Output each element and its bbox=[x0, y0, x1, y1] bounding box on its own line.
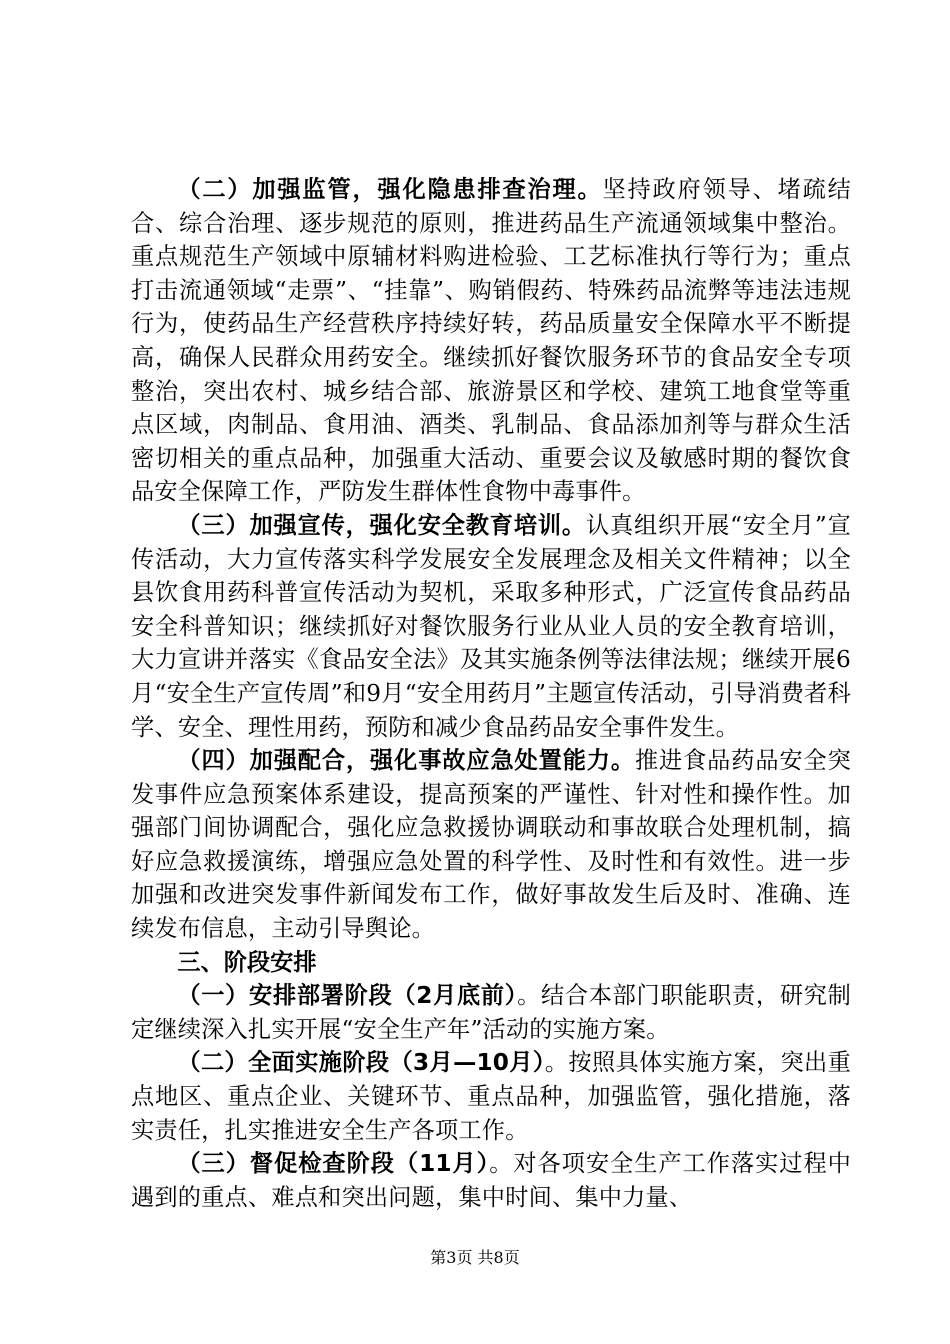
page-number-footer: 第3页 共8页 bbox=[430, 1248, 520, 1267]
paragraph-stage-inspect bbox=[131, 1147, 851, 1214]
paragraph-text: 。按照具体实施方案，突出重点地区、重点企业、关键环节、重点品种，加强监管，强化措施，落实责任，扎实推进安全生产各项工作。 bbox=[131, 1049, 851, 1144]
paragraph-stage-deploy bbox=[131, 979, 851, 1046]
paragraph-text: 坚持政府领导、堵疏结合、综合治理、逐步规范的原则，推进药品生产流通领域集中整治。重点规范生产领域中原辅材料购进检验、工艺标准执行等行为；重点打击流通领域“走票”、“挂靠”、购销假药、特殊药品流弊等违法违规行为，使药品生产经营秩序持续好转，药品质量安全保障水平不断提高，确保人民群众用药安全。继续抓好餐饮服务环节的食品安全专项整治，突出农村、城乡结合部、旅游景区和学校、建筑工地食堂等重点区域，肉制品、食用油、酒类、乳制品、食品添加剂等与群众生活密切相关的重点品种，加强重大活动、重要会议及敏感时期的餐饮食品安全保障工作，严防发生群体性食物中毒事件。 bbox=[131, 176, 851, 506]
paragraph-lead: （一）安排部署阶段（2月底前） bbox=[177, 982, 518, 1010]
paragraph-lead: （二）全面实施阶段（3月—10月） bbox=[177, 1049, 545, 1077]
paragraph-text: 。对各项安全生产工作落实过程中遇到的重点、难点和突出问题，集中时间、集中力量、 bbox=[131, 1150, 852, 1211]
paragraph-supervision bbox=[131, 173, 851, 509]
paragraph-stage-implement bbox=[131, 1046, 851, 1147]
document-body bbox=[131, 173, 851, 1214]
paragraph-lead: （三）加强宣传，强化安全教育培训。 bbox=[177, 511, 586, 539]
paragraph-publicity bbox=[131, 509, 851, 744]
paragraph-lead: （三）督促检查阶段（11月） bbox=[177, 1150, 490, 1178]
paragraph-coordination bbox=[131, 744, 851, 946]
paragraph-text: 推进食品药品安全突发事件应急预案体系建设，提高预案的严谨性、针对性和操作性。加强部门间协调配合，强化应急救援协调联动和事故联合处理机制，搞好应急救援演练，增强应急处置的科学性、及时性和有效性。进一步加强和改进突发事件新闻发布工作，做好事故发生后及时、准确、连续发布信息，主动引导舆论。 bbox=[131, 747, 851, 943]
paragraph-text: 认真组织开展“安全月”宣传活动，大力宣传落实科学发展安全发展理念及相关文件精神；以全县饮食用药科普宣传活动为契机，采取多种形式，广泛宣传食品药品安全科普知识；继续抓好对餐饮服务行业从业人员的安全教育培训，大力宣讲并落实《食品安全法》及其实施条例等法律法规；继续开展6月“安全生产宣传周”和9月“安全用药月”主题宣传活动，引导消费者科学、安全、理性用药，预防和减少食品药品安全事件发生。 bbox=[131, 511, 852, 741]
paragraph-lead: （四）加强配合，强化事故应急处置能力。 bbox=[177, 747, 635, 775]
section-heading: 三、阶段安排 bbox=[177, 948, 317, 976]
paragraph-text: 。结合本部门职能职责，研究制定继续深入扎实开展“安全生产年”活动的实施方案。 bbox=[131, 982, 851, 1043]
paragraph-lead: （二）加强监管，强化隐患排查治理。 bbox=[177, 176, 603, 203]
